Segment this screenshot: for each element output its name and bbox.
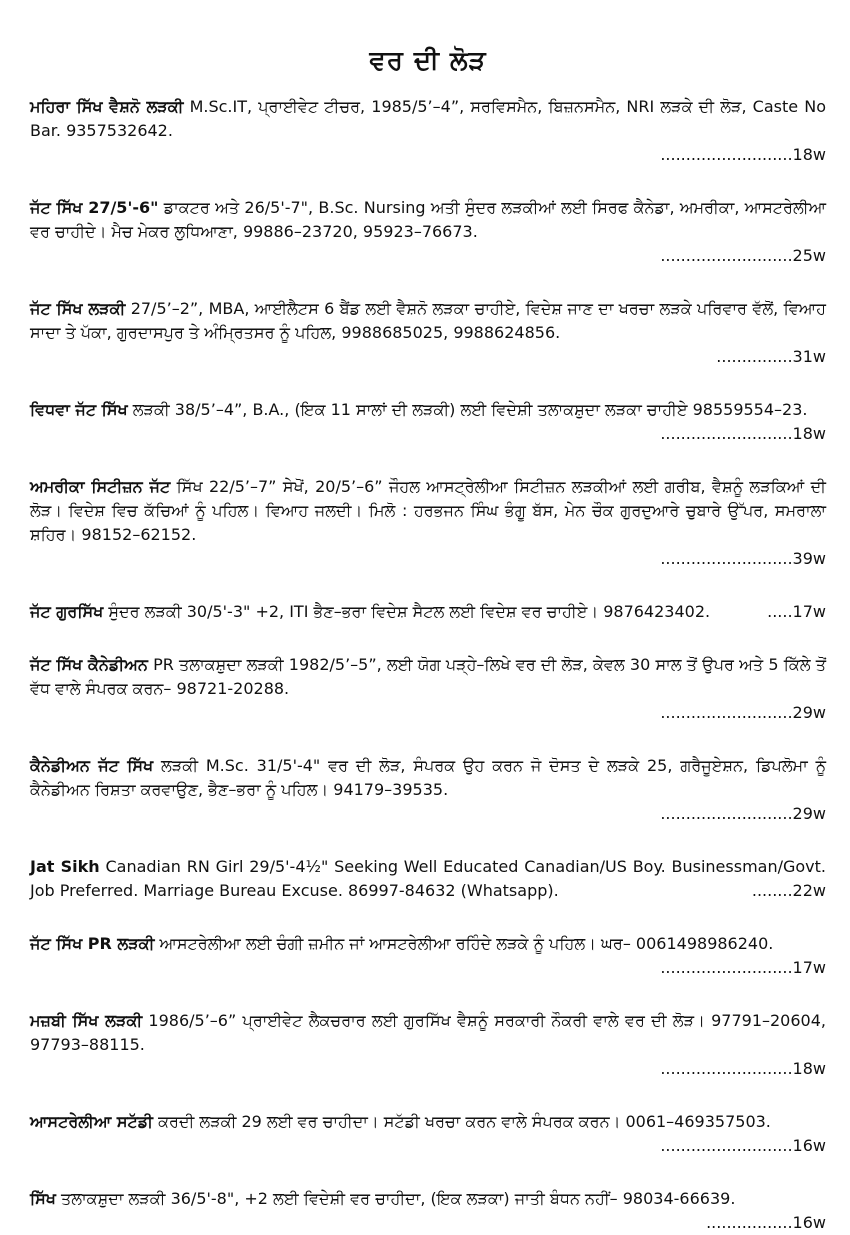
classified-ad xyxy=(30,1009,826,1081)
classified-ad xyxy=(30,475,826,571)
ad-code: ..........................17w xyxy=(660,958,826,977)
ad-code: ........22w xyxy=(751,881,826,900)
ad-body xyxy=(30,1011,826,1054)
ad-code: ...............31w xyxy=(716,347,826,366)
ad-code: ..........................18w xyxy=(660,145,826,164)
ad-headline: ਸਿੱਖ xyxy=(30,1189,56,1208)
ad-headline: ਵਿਧਵਾ ਜੱਟ ਸਿੱਖ xyxy=(30,400,128,419)
ad-text: ਲੜਕੀ 38/5’–4”, B.A., (ਇਕ 11 ਸਾਲਾਂ ਦੀ ਲੜਕੀ) ਲਈ ਵਿਦੇਸ਼ੀ ਤਲਾਕਸ਼ੁਦਾ ਲੜਕਾ ਚਾਹੀਏ 98559554–23. xyxy=(127,400,808,419)
ad-body xyxy=(30,756,826,799)
ad-code: .....17w xyxy=(767,602,826,621)
ad-code: ..........................18w xyxy=(660,424,826,443)
ad-text: Canadian RN Girl 29/5'-4½" Seeking Well Educated Canadian/US Boy. Businessman/Govt. Job Preferred. Marriage Bureau Excuse. 86997-84632 (Whatsapp). xyxy=(30,857,827,900)
ad-text: ਸਿੱਖ 22/5’–7” ਸੇਖੋਂ, 20/5’–6” ਜੌਹਲ ਆਸਟ੍ਰੇਲੀਆ ਸਿਟੀਜ਼ਨ ਲੜਕੀਆਂ ਲਈ ਗਰੀਬ, ਵੈਸ਼ਨੂੰ ਲੜਕਿਆਂ ਦੀ ਲੋੜ। ਵਿਦੇਸ਼ ਵਿਚ ਕੱਚਿਆਂ ਨੂੰ ਪਹਿਲ। ਵਿਆਹ ਜਲਦੀ। ਮਿਲੋ : ਹਰਭਜਨ ਸਿੰਘ ਭੰਗੂ ਬੱਸ, ਮੇਨ ਚੌਕ ਗੁਰਦੁਆਰੇ ਚੁਬਾਰੇ ਉੱਪਰ, ਸਮਰਾਲਾ ਸ਼ਹਿਰ। 98152–62152. xyxy=(30,477,826,544)
ad-body xyxy=(30,198,826,241)
ad-text: ਲੜਕੀ M.Sc. 31/5'-4" ਵਰ ਦੀ ਲੋੜ, ਸੰਪਰਕ ਉਹ ਕਰਨ ਜੋ ਦੋਸਤ ਦੇ ਲੜਕੇ 25, ਗਰੈਜੂਏਸ਼ਨ, ਡਿਪਲੋਮਾ ਨੂੰ ਕੈਨੇਡੀਅਨ ਰਿਸ਼ਤਾ ਕਰਵਾਉਣ, ਭੈਣ–ਭਰਾ ਨੂੰ ਪਹਿਲ। 94179–39535. xyxy=(30,756,827,799)
ad-code: .................16w xyxy=(706,1213,826,1232)
ad-headline: Jat Sikh xyxy=(30,857,100,876)
ad-body xyxy=(30,1189,735,1208)
ad-text: 1986/5’–6” ਪ੍ਰਾਈਵੇਟ ਲੈਕਚਰਾਰ ਲਈ ਗੁਰਸਿੱਖ ਵੈਸ਼ਨੂੰ ਸਰਕਾਰੀ ਨੌਕਰੀ ਵਾਲੇ ਵਰ ਦੀ ਲੋੜ। 97791–20604, 97793–88115. xyxy=(30,1011,826,1054)
ad-text: M.Sc.IT, ਪ੍ਰਾਈਵੇਟ ਟੀਚਰ, 1985/5’–4”, ਸਰਵਿਸਮੈਨ, ਬਿਜ਼ਨਸਮੈਨ, NRI ਲੜਕੇ ਦੀ ਲੋੜ, Caste No Bar. 9357532642. xyxy=(30,97,826,140)
classified-ad xyxy=(30,754,826,826)
ad-body xyxy=(30,655,826,698)
classified-ad xyxy=(30,1187,826,1235)
ad-headline: ਜੱਟ ਸਿੱਖ ਕੈਨੇਡੀਅਨ xyxy=(30,655,148,674)
ad-code: ..........................29w xyxy=(660,804,826,823)
ad-text: ਤਲਾਕਸ਼ੁਦਾ ਲੜਕੀ 36/5'-8", +2 ਲਈ ਵਿਦੇਸ਼ੀ ਵਰ ਚਾਹੀਦਾ, (ਇਕ ਲੜਕਾ) ਜਾਤੀ ਬੰਧਨ ਨਹੀਂ– 98034-66639. xyxy=(55,1189,736,1208)
classified-ad xyxy=(30,196,826,268)
ad-code: ..........................39w xyxy=(660,549,826,568)
ad-body xyxy=(30,1112,771,1131)
ad-headline: ਜੱਟ ਗੁਰਸਿੱਖ xyxy=(30,602,104,621)
ad-headline: ਮਜ਼ਬੀ ਸਿੱਖ ਲੜਕੀ xyxy=(30,1011,143,1030)
classified-ad xyxy=(30,1110,826,1158)
ad-body xyxy=(30,97,826,140)
ad-body xyxy=(30,602,710,621)
ad-body xyxy=(30,857,826,900)
ad-headline: ਆਸਟਰੇਲੀਆ ਸਟੱਡੀ xyxy=(30,1112,153,1131)
ad-headline: ਜੱਟ ਸਿੱਖ PR ਲੜਕੀ xyxy=(30,934,155,953)
ads-list xyxy=(30,95,826,1235)
ad-text: ਆਸਟਰੇਲੀਆ ਲਈ ਚੰਗੀ ਜ਼ਮੀਨ ਜਾਂ ਆਸਟਰੇਲੀਆ ਰਹਿੰਦੇ ਲੜਕੇ ਨੂੰ ਪਹਿਲ। ਘਰ– 0061498986240. xyxy=(154,934,774,953)
page-title: ਵਰ ਦੀ ਲੋੜ xyxy=(369,46,487,76)
classified-ad xyxy=(30,95,826,167)
classified-ad xyxy=(30,653,826,725)
classified-ad xyxy=(30,398,826,446)
ad-body xyxy=(30,400,807,419)
classified-ad xyxy=(30,932,826,980)
ad-code: ..........................16w xyxy=(660,1136,826,1155)
ad-text: ਸੁੰਦਰ ਲੜਕੀ 30/5'-3" +2, ITI ਭੈਣ–ਭਰਾ ਵਿਦੇਸ਼ ਸੈਟਲ ਲਈ ਵਿਦੇਸ਼ ਵਰ ਚਾਹੀਏ। 9876423402. xyxy=(103,602,711,621)
ad-body xyxy=(30,934,773,953)
ad-code: ..........................29w xyxy=(660,703,826,722)
ad-text: ਡਾਕਟਰ ਅਤੇ 26/5'-7", B.Sc. Nursing ਅਤੀ ਸੁੰਦਰ ਲੜਕੀਆਂ ਲਈ ਸਿਰਫ ਕੈਨੇਡਾ, ਅਮਰੀਕਾ, ਆਸਟਰੇਲੀਆ ਵਰ ਚਾਹੀਦੇ। ਮੈਚ ਮੇਕਰ ਲੁਧਿਆਣਾ, 99886–23720, 95923–76673. xyxy=(30,198,826,241)
ad-text: 27/5’–2”, MBA, ਆਈਲੈਟਸ 6 ਬੈਂਡ ਲਈ ਵੈਸ਼ਨੋ ਲੜਕਾ ਚਾਹੀਏ, ਵਿਦੇਸ਼ ਜਾਣ ਦਾ ਖਰਚਾ ਲੜਕੇ ਪਰਿਵਾਰ ਵੱਲੋਂ, ਵਿਆਹ ਸਾਦਾ ਤੇ ਪੱਕਾ, ਗੁਰਦਾਸਪੁਰ ਤੇ ਅੰਮ੍ਰਿਤਸਰ ਨੂੰ ਪਹਿਲ, 9988685025, 9988624856. xyxy=(30,299,826,342)
ad-headline: ਕੈਨੇਡੀਅਨ ਜੱਟ ਸਿੱਖ xyxy=(30,756,154,775)
classified-ad xyxy=(30,855,826,903)
ad-headline: ਅਮਰੀਕਾ ਸਿਟੀਜ਼ਨ ਜੱਟ xyxy=(30,477,171,496)
classified-ad xyxy=(30,297,826,369)
ad-body xyxy=(30,299,826,342)
ad-headline: ਮਹਿਰਾ ਸਿੱਖ ਵੈਸ਼ਨੋ ਲੜਕੀ xyxy=(30,97,184,116)
ad-code: ..........................25w xyxy=(660,246,826,265)
classified-ad xyxy=(30,600,826,624)
ad-body xyxy=(30,477,826,544)
ad-text: ਕਰਦੀ ਲੜਕੀ 29 ਲਈ ਵਰ ਚਾਹੀਦਾ। ਸਟੱਡੀ ਖਰਚਾ ਕਰਨ ਵਾਲੇ ਸੰਪਰਕ ਕਰਨ। 0061–469357503. xyxy=(152,1112,771,1131)
ad-code: ..........................18w xyxy=(660,1059,826,1078)
ad-headline: ਜੱਟ ਸਿੱਖ 27/5'-6" xyxy=(30,198,159,217)
ad-headline: ਜੱਟ ਸਿੱਖ ਲੜਕੀ xyxy=(30,299,126,318)
ad-text: PR ਤਲਾਕਸ਼ੁਦਾ ਲੜਕੀ 1982/5’–5”, ਲਈ ਯੋਗ ਪੜ੍ਹੇ–ਲਿਖੇ ਵਰ ਦੀ ਲੋੜ, ਕੇਵਲ 30 ਸਾਲ ਤੋਂ ਉਪਰ ਅਤੇ 5 ਕਿੱਲੇ ਤੋਂ ਵੱਧ ਵਾਲੇ ਸੰਪਰਕ ਕਰਨ– 98721-20288. xyxy=(30,655,827,698)
